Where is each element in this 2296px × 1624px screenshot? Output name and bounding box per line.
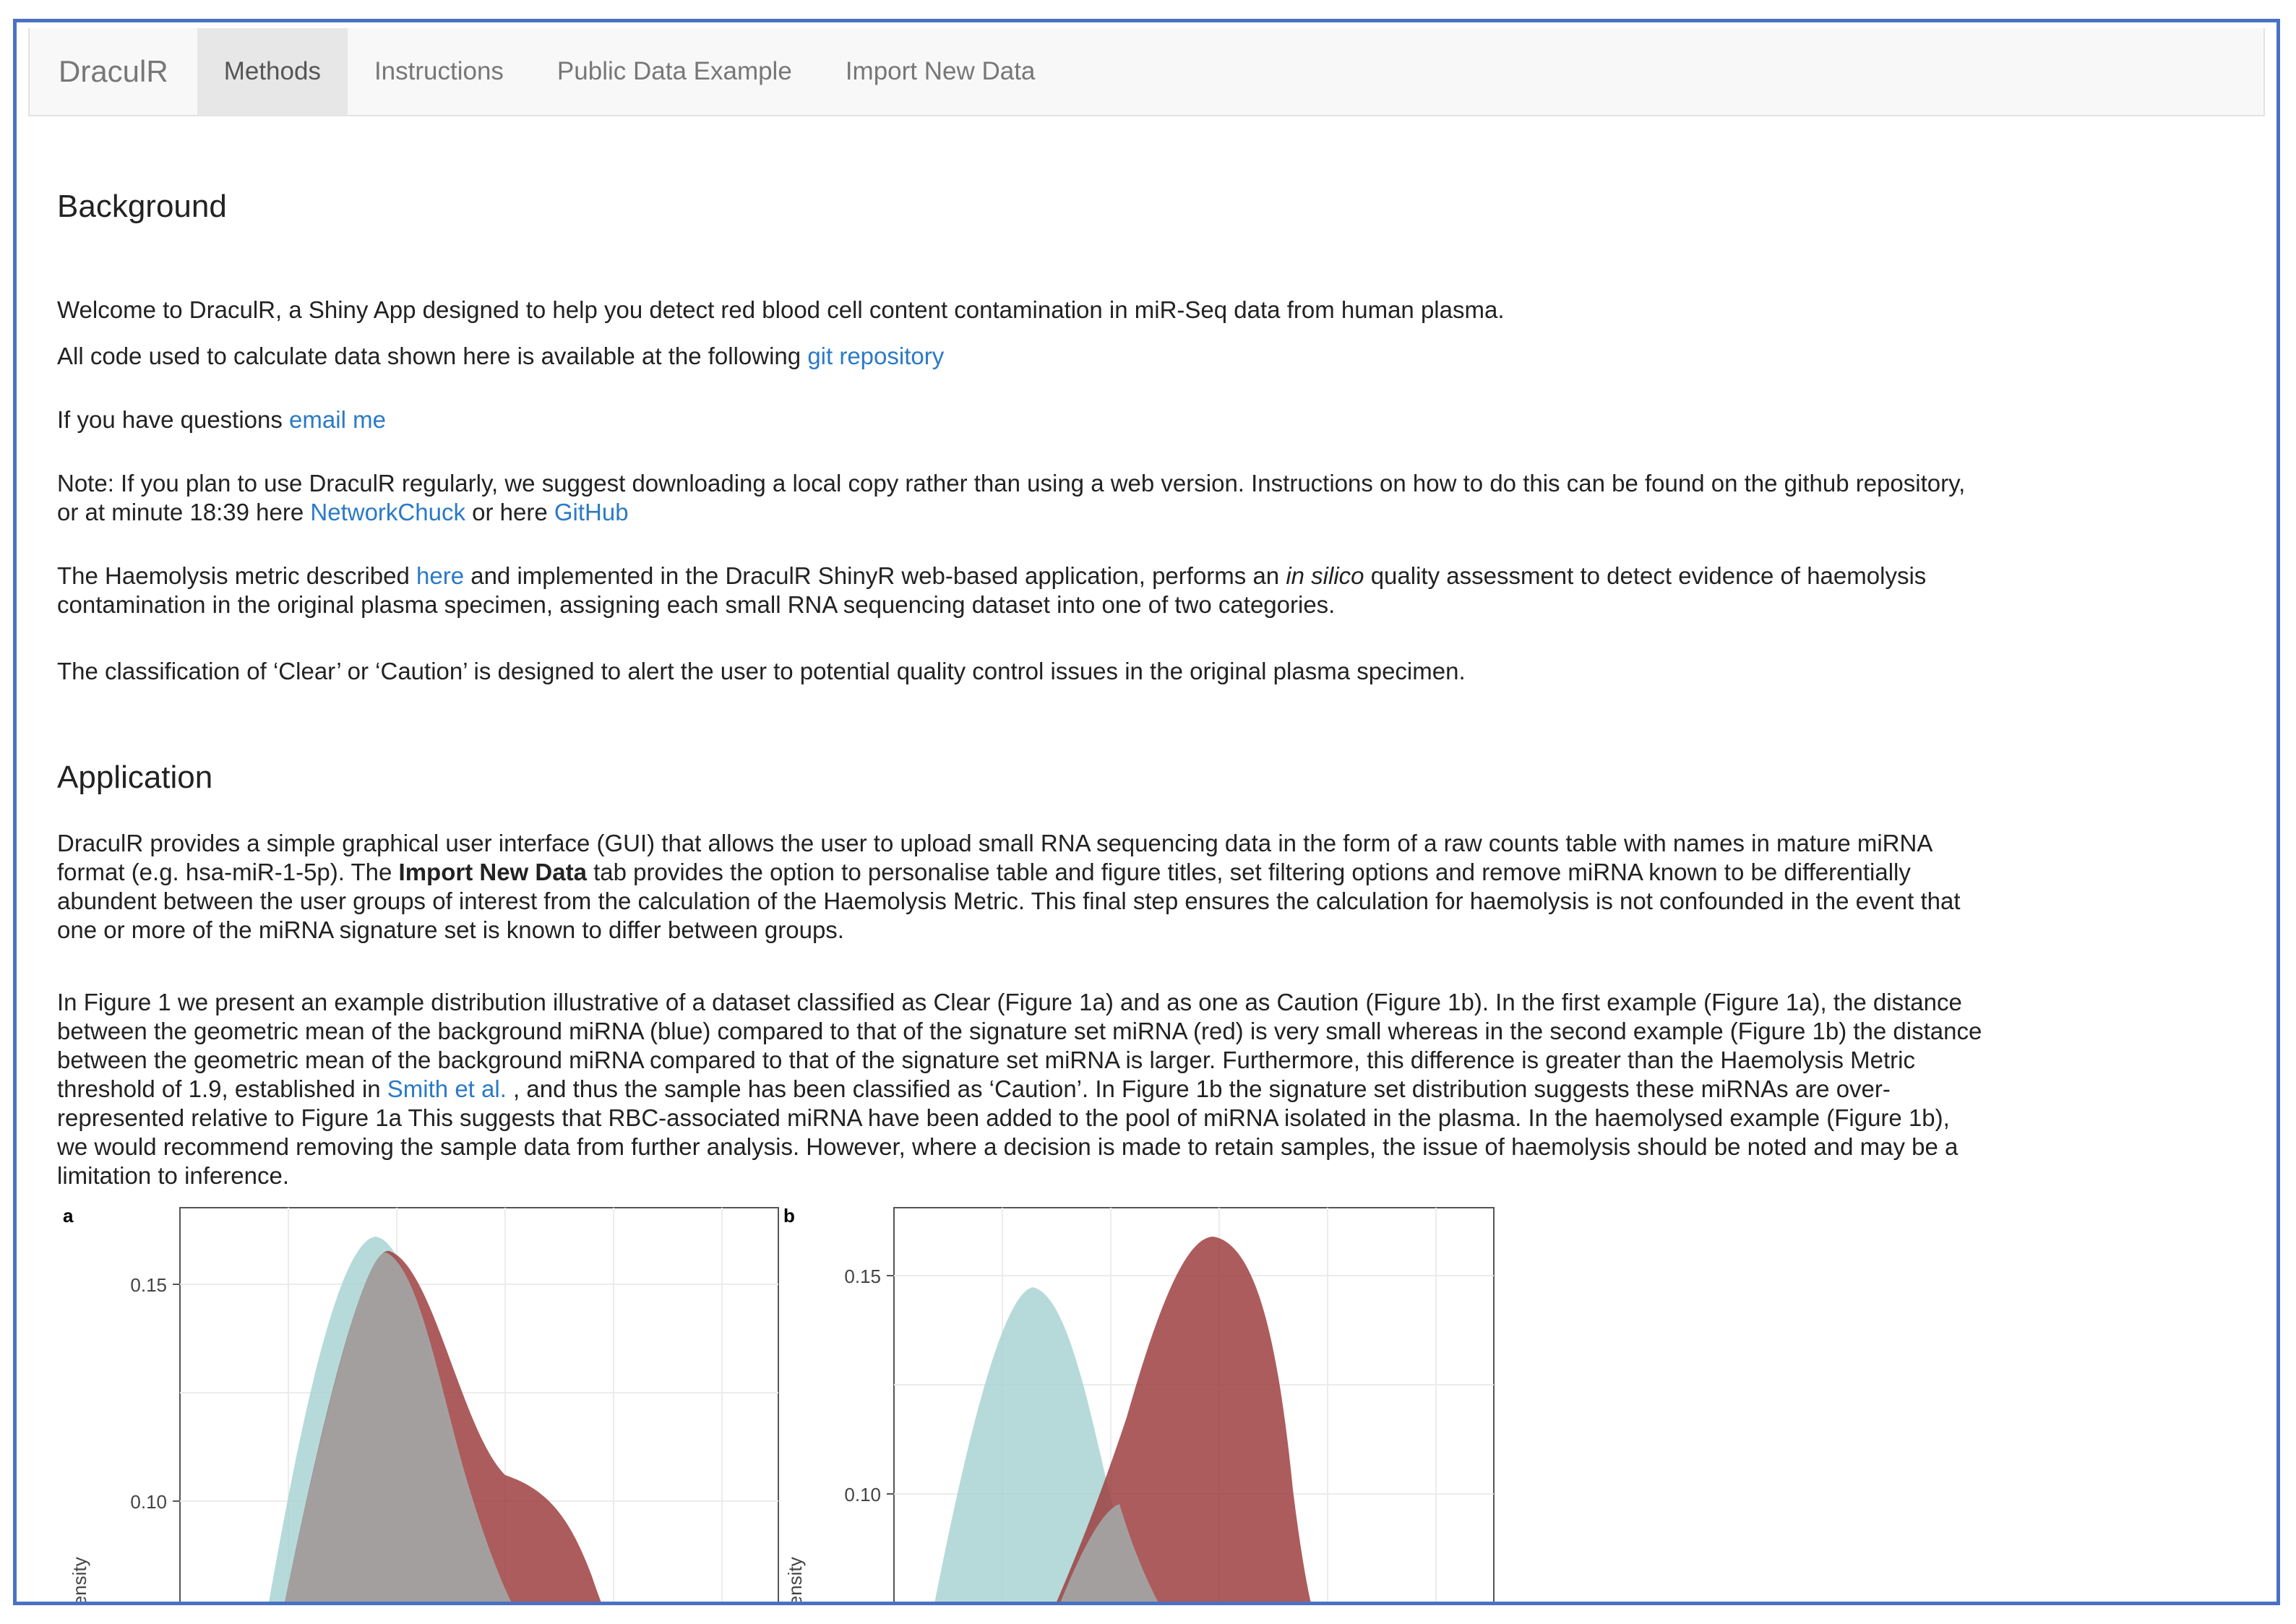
classification-text: The classification of ‘Clear’ or ‘Caution’ is designed to alert the user to potential quality control issues in the original plasma specimen.: [57, 658, 1466, 684]
panel-b-tick-015: 0.15: [844, 1266, 881, 1287]
panel-b-ylabel: Density: [784, 1557, 806, 1620]
panel-b-tick-010: 0.10: [844, 1484, 881, 1505]
application-heading: Application: [57, 760, 213, 795]
panel-a-label: a: [63, 1205, 74, 1226]
git-repository-link[interactable]: git repository: [807, 343, 945, 369]
panel-b-label: b: [783, 1205, 795, 1226]
panel-a-tick-010: 0.10: [130, 1491, 167, 1513]
panel-b: [783, 1205, 1494, 1620]
figure-1-density-plots: [57, 1200, 1502, 1620]
haemolysis-metric-text: The Haemolysis metric described here and implemented in the DraculR ShinyR web-based application, performs an in silico quality assessment to detect evidence of haemolysis contamination in the original plasma specimen, assigning each small RNA sequencing dataset into one of two categories.: [57, 562, 1927, 618]
methods-content: [57, 116, 2248, 1620]
email-me-link[interactable]: email me: [289, 406, 386, 433]
tab-import-new-data[interactable]: Import New Data: [845, 57, 1036, 85]
navbar: [28, 28, 2265, 116]
panel-a: [63, 1205, 778, 1620]
panel-a-tick-015: 0.15: [130, 1274, 167, 1296]
tab-public-data-example[interactable]: Public Data Example: [556, 57, 792, 85]
panel-a-ylabel: Density: [69, 1557, 90, 1620]
application-gui-text: DraculR provides a simple graphical user interface (GUI) that allows the user to upload small RNA sequencing data in the form of a raw counts table with names in mature miRNA format (e.g. hsa-miR-1-5p). The Import New Data tab provides the option to personalise table and figure titles, set filtering options and remove miRNA known to be differentially abundent between the user groups of interest from the calculation of the Haemolysis Metric. This final step ensures the calculation for haemolysis is not confounded in the event that one or more of the miRNA signature set is known to differ between groups.: [57, 830, 1961, 943]
note-text: Note: If you plan to use DraculR regularly, we suggest downloading a local copy rather than using a web version. Instructions on how to do this can be found on the github repository, or at minute 18:39 here NetworkChuck or here GitHub: [57, 470, 1966, 525]
tab-instructions[interactable]: Instructions: [374, 57, 504, 85]
github-link[interactable]: GitHub: [554, 499, 629, 525]
here-link[interactable]: here: [416, 562, 465, 589]
code-availability-text: All code used to calculate data shown here is available at the following git repository: [57, 343, 945, 369]
networkchuck-link[interactable]: NetworkChuck: [310, 499, 465, 525]
brand-title[interactable]: DraculR: [59, 54, 168, 88]
background-heading: Background: [57, 189, 227, 224]
app-frame: [13, 19, 2280, 1620]
tab-methods[interactable]: Methods: [197, 28, 348, 115]
smith-et-al-link[interactable]: Smith et al.: [387, 1075, 507, 1102]
welcome-text: Welcome to DraculR, a Shiny App designed to help you detect red blood cell content contamination in miR-Seq data from human plasma.: [57, 296, 1505, 323]
questions-text: If you have questions email me: [57, 406, 386, 433]
figure-description-text: In Figure 1 we present an example distribution illustrative of a dataset classified as Clear (Figure 1a) and as one as Caution (Figure 1b). In the first example (Figure 1a), the distance between the geometric mean of the background miRNA (blue) compared to that of the signature set miRNA (red) is very small whereas in the second example (Figure 1b) the distance between the geometric mean of the background miRNA compared to that of the signature set miRNA is larger. Furthermore, this difference is greater than the Haemolysis Metric threshold of 1.9, established in Smith et al. , and thus the sample has been classified as ‘Caution’. In Figure 1b the signature set distribution suggests these miRNAs are over- represented relative to Figure 1a This suggests that RBC-associated miRNA have been added to the pool of miRNA isolated in the plasma. In the haemolysed example (Figure 1b), we would recommend removing the sample data from further analysis. However, where a decision is made to retain samples, the issue of haemolysis should be noted and may be a limitation to inference.: [57, 989, 1982, 1189]
